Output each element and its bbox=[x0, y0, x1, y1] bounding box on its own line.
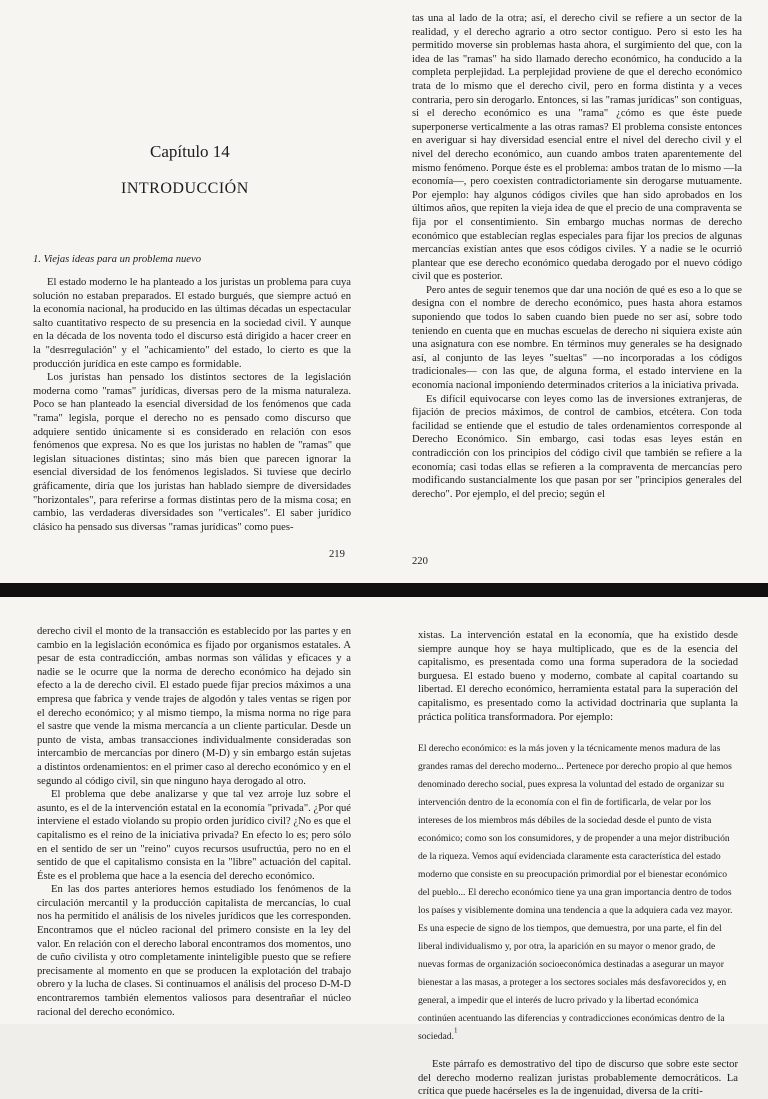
paragraph: El problema que debe analizarse y que tal vez arroje luz sobre el asunto, es el de la intervención estatal en la economía "privada". ¿Por qué interviene el estado violando su propio orden jurídico civil? ¿No es que el capitalismo es el reino de la iniciativa privada? En efecto lo es; pero sólo en el sentido de ser un "reino" cuyos recursos usufructúa, pero no en el sentido de que el capitalismo consista en la "libre" actuación del capital. Éste es el problema que hace a la esencia del derecho económico. bbox=[37, 789, 351, 882]
page-221 bbox=[0, 597, 384, 1024]
page-221-body bbox=[37, 625, 351, 1019]
page-222-body bbox=[418, 629, 738, 1099]
paragraph: En las dos partes anteriores hemos estudiado los fenómenos de la circulación mercantil y la producción capitalista de mercancías, lo cual nos ha permitido el análisis de los niveles jurídicos que les corresponden. Encontramos que el núcleo racional del primero consiste en la ley del valor. En relación con el derecho laboral encontramos dos momentos, uno de cuño civilista y otro completamente ininteligible puesto que se refiere precisamente al momento en que se producen la explotación del trabajo obrero y la lucha de clases. Si continuamos el análisis del proceso D-M-D encontraremos también elementos valiosos para desentrañar el núcleo racional del derecho económico. bbox=[37, 884, 351, 1018]
page-number: 220 bbox=[412, 556, 428, 567]
paragraph: Pero antes de seguir tenemos que dar una noción de qué es eso a lo que se designa con el nombre de derecho económico, pues hasta ahora estamos suponiendo que todos lo saben cuando bien puede no ser así, sobre todo teniendo en cuenta que en muchas escuelas de derecho ni siquiera existe aún una asignatura con ese nombre. En términos muy generales se ha designado así, al conjunto de las leyes "sueltas" —no incorporadas a los códigos tradicionales— con las que, de alguna forma, el estado interviene en la economía nacional imponiendo determinados criterios a la iniciativa privada. bbox=[412, 284, 742, 392]
page-220 bbox=[384, 0, 768, 583]
page-219 bbox=[0, 0, 384, 583]
paragraph: El estado moderno le ha planteado a los juristas un problema para cuya solución no estaban preparados. El estado burgués, que siempre actuó en la economía nacional, ha producido en las últimas décadas un espectacular salto cuantitativo respecto de su presencia en la sociedad civil. Y aunque en la década de los noventa todo el discurso está dirigido a hacer creer en la "desrregulación" y el "achicamiento" del estado, lo cierto es que la producción jurídica en este campo es formidable. bbox=[33, 277, 351, 370]
paragraph: derecho civil el monto de la transacción es establecido por las partes y en cambio en la legislación económica es fijado por organismos estatales. A pesar de esta contradicción, ambas normas son válidas y eficaces y a nadie se le ocurre que la norma de derecho económico ha dejado sin efecto a la de derecho civil. El estado puede fijar precios máximos a una empresa que fabrica y vende trajes de algodón y tales ventas se rigen por el derecho económico; y al mismo tiempo, la misma norma no rige para el sastre que vende la misma mercancía a un cliente particular. Desde un punto de vista, ambas transacciones individualmente consideradas son intercambio de mercancías por dinero (M-D) y sin embargo están sujetas a distintos ordenamientos: en el primer caso al derecho económico y en el segundo al código civil, sin que ninguno haya derogado al otro. bbox=[37, 626, 351, 787]
page-219-body bbox=[33, 276, 351, 534]
page-222 bbox=[384, 597, 768, 1098]
section-title: 1. Viejas ideas para un problema nuevo bbox=[33, 254, 202, 265]
block-quote bbox=[418, 738, 738, 1044]
footnote-mark: 1 bbox=[453, 1026, 458, 1035]
page-220-body bbox=[412, 12, 742, 501]
chapter-title: INTRODUCCIÓN bbox=[121, 180, 249, 197]
paragraph: xistas. La intervención estatal en la economía, que ha existido desde siempre aunque hoy se haya multiplicado, que es de la esencia del capitalismo, es presentada como una forma superadora de la sociedad burguesa. El estado bueno y moderno, combate al capital coartando su libertad. El derecho económico, herramienta estatal para la superación del capitalismo, es presentado como la actividad doctrinaria que suplanta la práctica política transformadora. Por ejemplo: bbox=[418, 630, 738, 723]
paragraph: tas una al lado de la otra; así, el derecho civil se refiere a un sector de la realidad, y el derecho agrario a otro sector contiguo. Pero si esto les ha permitido moverse sin problemas hasta ahora, el surgimiento del que, con la idea de las "ramas" ha sido llamado derecho económico, ha conducido a la completa perplejidad. La perplejidad proviene de que el derecho económico trata de lo mismo que el derecho civil, pero en forma distinta y a veces contraria, pero sin derogarlo. Entonces, si las "ramas jurídicas" son contiguas, si el derecho económico es una "rama" ¿cómo es que éste puede superponerse verticalmente a las otras ramas? El problema consiste entonces en averiguar si hay diversidad esencial entre el nivel del derecho civil y el nivel del derecho económico, aun cuando ambos traten aparentemente del mismo fenómeno. Porque éste es el problema: ambos tratan de lo mismo —la economía—, pero coexisten contradictoriamente sin derogarse mutuamente. Por ejemplo: hay algunos códigos civiles que han sido aprobados en los últimos años, que repiten la vieja idea de que el precio de una compraventa se fija por el consentimiento. Sin embargo muchas normas de derecho económico que establecían reglas especiales para fijar los precios de algunas mercancías existían antes que esos códigos civiles. Y a nadie se le ocurrió plantear que ese derecho económico quedaba derogado por el nuevo código civil que es posterior. bbox=[412, 13, 742, 283]
quote-text: El derecho económico: es la más joven y la técnicamente menos madura de las grandes ramas del derecho moderno... Pertenece por derecho propio al que hemos denominado derecho social, pues expresa la voluntad del estado de organizar su intervención dentro de la economía con el fin de fortificarla, de velar por los intereses de los miembros más débiles de la sociedad desde el punto de vista económico; como son los consumidores, y de propender a una mejor distribución de la riqueza. Vemos aquí evidenciada claramente esta característica del estado moderno que consiste en su preocupación primordial por el bienestar económico del pueblo... El derecho económico tiene ya una gran importancia dentro de todos los países y visiblemente domina una tendencia a que la adquiera cada vez mayor. Es una especie de signo de los tiempos, que demuestra, por una parte, el fin del liberal individualismo y, por otra, la aparición en su mayor o menor grado, de nuevas formas de organización socioeconómica destinadas a asegurar un mayor bienestar a las masas, a proteger a los sectores sociales más desfavorecidos y, en general, a impedir que el interés de lucro privado y la libertad económica continúen acentuando las diferencias y contradicciones económicas dentro de la sociedad. bbox=[418, 743, 733, 1043]
paragraph: Los juristas han pensado los distintos sectores de la legislación moderna como "ramas" jurídicas, diversas pero de la misma naturaleza. Poco se han planteado la esencial diversidad de los fenómenos que cada "rama" legisla, porque el derecho no es pensado como discurso que adquiere sentido únicamente si es considerado en relación con esos fenómenos que expresa. No es que los juristas no hablen de "ramas" que legislan situaciones distintas; sino más bien que parecen ignorar la esencial diversidad de los fenómenos legislados. Si tuviese que decirlo gráficamente, diría que los juristas han hablado siempre de diversidades "horizontales", para referirse a formas distintas pero de la misma cosa; en cambio, las verdaderas diversidades son "verticales". El saber jurídico clásico ha pensado sus diversas "ramas jurídicas" como pues- bbox=[33, 372, 351, 533]
paragraph: Este párrafo es demostrativo del tipo de discurso que sobre este sector del derecho moderno realizan juristas probablemente democráticos. La crítica que puede hacérseles es la de ingenuidad, diversa de la críti- bbox=[418, 1059, 738, 1098]
chapter-number: Capítulo 14 bbox=[150, 142, 230, 161]
page-number: 219 bbox=[329, 549, 345, 560]
paragraph: Es difícil equivocarse con leyes como las de inversiones extranjeras, de fijación de precios máximos, de control de cambios, etcétera. Con toda facilidad se entiende que el estudio de tales ordenamientos corresponde al Derecho Económico. Sin embargo, casi todas esas leyes están en contradicción con los principios del código civil que también se refiere a la economía; casi todas ellas se refieren a la compraventa de mercancías pero modificando sustancialmente los que pasan por ser "principios generales del derecho". Por ejemplo, el del precio; según el bbox=[412, 393, 742, 500]
